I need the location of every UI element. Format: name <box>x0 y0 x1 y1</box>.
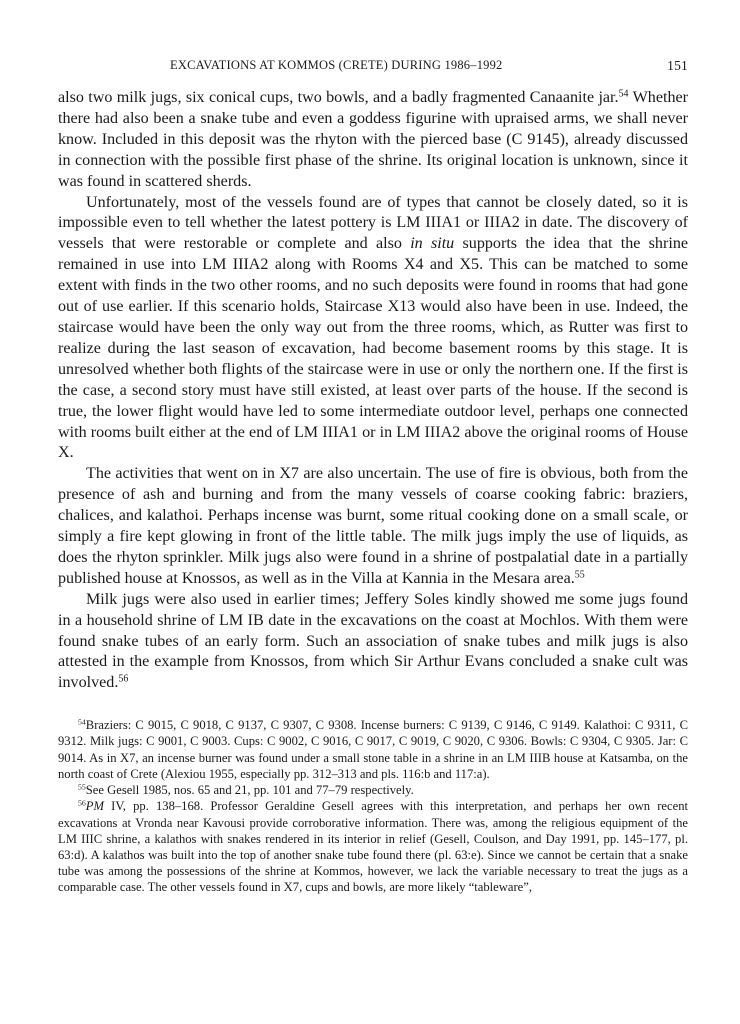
footnote-54 <box>58 717 688 782</box>
page-number: 151 <box>667 58 688 73</box>
footnotes <box>58 717 688 895</box>
paragraph-1-text-cont: Whether there had also been a snake tube and even a goddess figurine with upraised arms, we shall never know. Included in this deposit was the rhyton with the pierced base (C 9145), already discussed in connection with the possible first phase of the shrine. Its original location is unknown, since it was found in scattered sherds. <box>58 89 688 190</box>
footnote-56-number: 56 <box>78 799 86 809</box>
footnote-ref-54[interactable]: 54 <box>618 88 629 100</box>
paragraph-3 <box>58 464 688 589</box>
footnote-56 <box>58 798 688 895</box>
paragraph-4 <box>58 590 688 695</box>
footnote-55-number: 55 <box>78 782 86 792</box>
footnote-54-number: 54 <box>78 718 86 727</box>
journal-page <box>58 52 688 896</box>
paragraph-3-text: The activities that went on in X7 are also uncertain. The use of fire is obvious, both from the presence of ash and burning and from the many vessels of coarse cooking fabric: braziers, chalices, and kalathoi. Perhaps incense was burnt, some ritual cooking done on a small scale, or simply a fire kept glowing in front of the little table. The milk jugs imply the use of liquids, as does the rhyton sprinkler. Milk jugs also were found in a shrine of postpalatial date in a partially published house at Knossos, as well as in the Villa at Kannia in the Mesara area. <box>58 465 688 587</box>
running-header <box>58 52 688 74</box>
main-text <box>58 88 688 694</box>
footnote-54-text: Braziers: C 9015, C 9018, C 9137, C 9307, C 9308. Incense burners: C 9139, C 9146, C 9149. Kalathoi: C 9311, C 9312. Milk jugs: C 9001, C 9003. Cups: C 9002, C 9016, C 9017, C 9019, C 9020, C 9306. Bowls: C 9304, C 9305. Jar: C 9014. As in X7, an incense burner was found under a small stone table in a shrine in an LM IIIB house at Katsamba, on the north coast of Crete (Alexiou 1955, especially pp. 312–313 and pls. 116:b and 117:a). <box>58 718 688 781</box>
paragraph-2 <box>58 193 688 465</box>
footnote-ref-56[interactable]: 56 <box>118 673 129 685</box>
italic-pm: PM <box>85 799 104 814</box>
paragraph-2-text-cont: supports the idea that the shrine remained in use into LM IIIA2 along with Rooms X4 and X5. This can be matched to some extent with finds in the two other rooms, and no such deposits were found in rooms that had gone out of use earlier. If this scenario holds, Staircase X13 would also have been in use. Indeed, the staircase would have been the only way out from the three rooms, which, as Rutter was first to realize during the last season of excavation, had become basement rooms by this stage. It is unresolved whether both flights of the staircase were in use or only the northern one. If the first is the case, a second story must have still existed, at least over parts of the house. If the second is true, the lower flight would have led to some intermediate outdoor level, perhaps one connected with rooms built either at the end of LM IIIA1 or in LM IIIA2 above the original rooms of House X. <box>58 235 689 462</box>
footnote-56-text: IV, pp. 138–168. Professor Geraldine Gesell agrees with this interpretation, and perhaps her own recent excavations at Vronda near Kavousi provide corroborative information. There was, among the religious equipment of the LM IIIC shrine, a kalathos with snakes rendered in its interior in relief (Gesell, Coulson, and Day 1991, pp. 145–177, pl. 63:d). A kalathos was built into the top of another snake tube found there (pl. 63:e). Since we cannot be certain that a snake tube was among the possessions of the shrine at Kommos, however, we lack the variable necessary to treat the jugs as a comparable case. The other vessels found in X7, cups and bowls, are more likely “tableware”, <box>58 799 688 895</box>
running-title: EXCAVATIONS AT KOMMOS (CRETE) DURING 1986–1992 <box>170 58 503 72</box>
footnote-ref-55[interactable]: 55 <box>574 569 585 581</box>
paragraph-1-text: also two milk jugs, six conical cups, two bowls, and a badly fragmented Canaanite jar. <box>58 89 619 106</box>
paragraph-2-text: Unfortunately, most of the vessels found are of types that cannot be closely dated, so it is impossible even to tell whether the latest pottery is LM IIIA1 or IIIA2 in date. The discovery of vessels that were restorable or complete and also <box>58 193 688 253</box>
paragraph-1 <box>58 88 688 193</box>
footnote-55 <box>58 782 688 798</box>
footnote-55-text: See Gesell 1985, nos. 65 and 21, pp. 101 and 77–79 respectively. <box>85 783 414 798</box>
paragraph-4-text: Milk jugs were also used in earlier times; Jeffery Soles kindly showed me some jugs found in a household shrine of LM IB date in the excavations on the coast at Mochlos. With them were found snake tubes of an early form. Such an association of snake tubes and milk jugs is also attested in the example from Knossos, from which Sir Arthur Evans concluded a snake cult was involved. <box>58 590 688 692</box>
italic-in-situ: in situ <box>410 235 455 253</box>
